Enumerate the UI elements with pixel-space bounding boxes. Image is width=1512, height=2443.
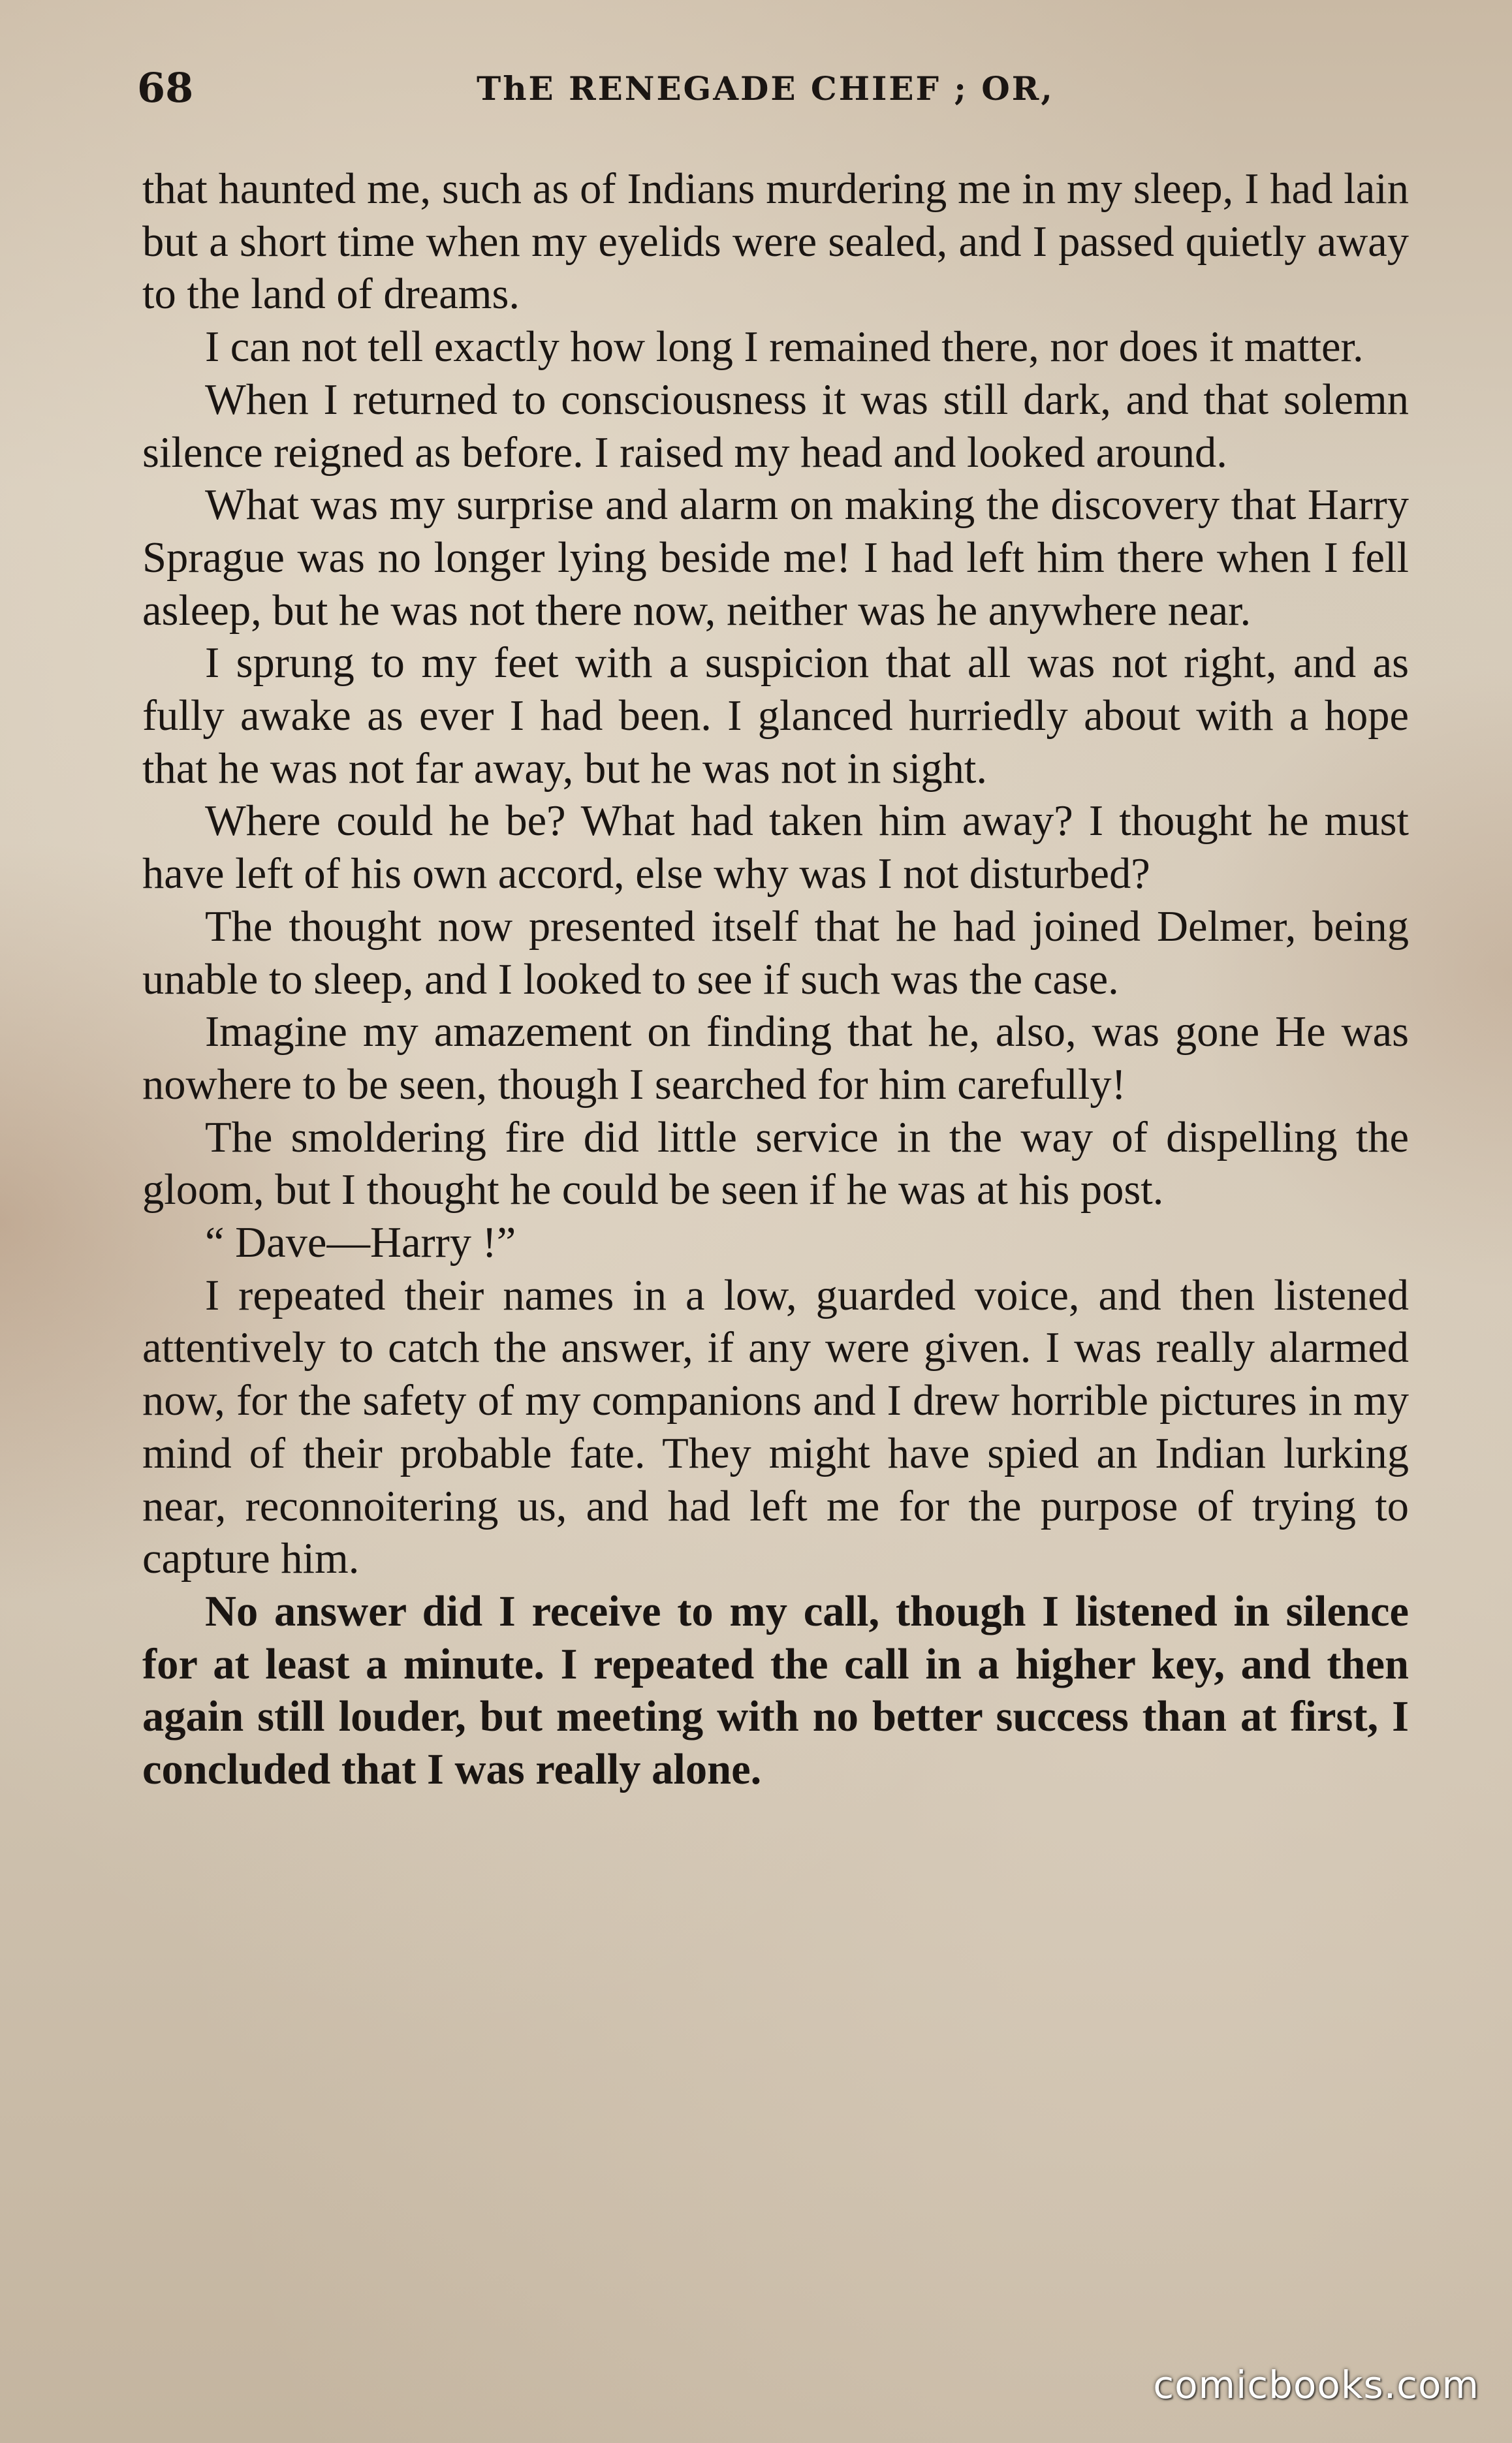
body-text	[142, 163, 1409, 1797]
paragraph: I repeated their names in a low, guarded voice, and then listened attentively to catch the answer, if any were given. I was really alarmed now, for the safety of my companions and I drew horrible pictures in my mind of their probable fate. They might have spied an Indian lurking near, reconnoitering us, and had left me for the purpose of trying to capture him.	[142, 1271, 1409, 1583]
paragraph: When I returned to consciousness it was still dark, and that solemn silence reigned as before. I raised my head and looked around.	[142, 375, 1409, 477]
dialogue-line: “ Dave—Harry !”	[205, 1219, 516, 1267]
paragraph: I sprung to my feet with a suspicion that all was not right, and as fully awake as ever I had been. I glanced hurriedly about with a hope that he was not far away, but he was not in sight.	[142, 639, 1409, 793]
paragraph: Imagine my amazement on finding that he, also, was gone He was nowhere to be seen, though I searched for him carefully!	[142, 1008, 1409, 1109]
page-number: 68	[137, 64, 194, 112]
paragraph: The thought now presented itself that he had joined Delmer, being unable to sleep, and I looked to see if such was the case.	[142, 902, 1409, 1003]
paragraph: I can not tell exactly how long I remained there, nor does it matter.	[205, 323, 1364, 371]
running-head: ThE RENEGADE CHIEF ; OR,	[477, 69, 1054, 108]
paragraph: Where could he be? What had taken him away? I thought he must have left of his own accord, else why was I not disturbed?	[142, 797, 1409, 898]
page-header	[137, 64, 1417, 123]
paragraph: What was my surprise and alarm on making the discovery that Harry Sprague was no longer lying beside me! I had left him there when I fell asleep, but he was not there now, neither was he anywhere near.	[142, 481, 1409, 635]
paragraph: No answer did I receive to my call, though I listened in silence for at least a minute. I repeated the call in a higher key, and then again still louder, but meeting with no better success than at first, I concluded that I was really alone.	[142, 1587, 1409, 1794]
paragraph: The smoldering fire did little service in the way of dispelling the gloom, but I thought he could be seen if he was at his post.	[142, 1113, 1409, 1214]
watermark-text: comicbooks.com	[1153, 2363, 1479, 2407]
paragraph: that haunted me, such as of Indians murdering me in my sleep, I had lain but a short time when my eyelids were sealed, and I passed quietly away to the land of dreams.	[142, 165, 1409, 319]
